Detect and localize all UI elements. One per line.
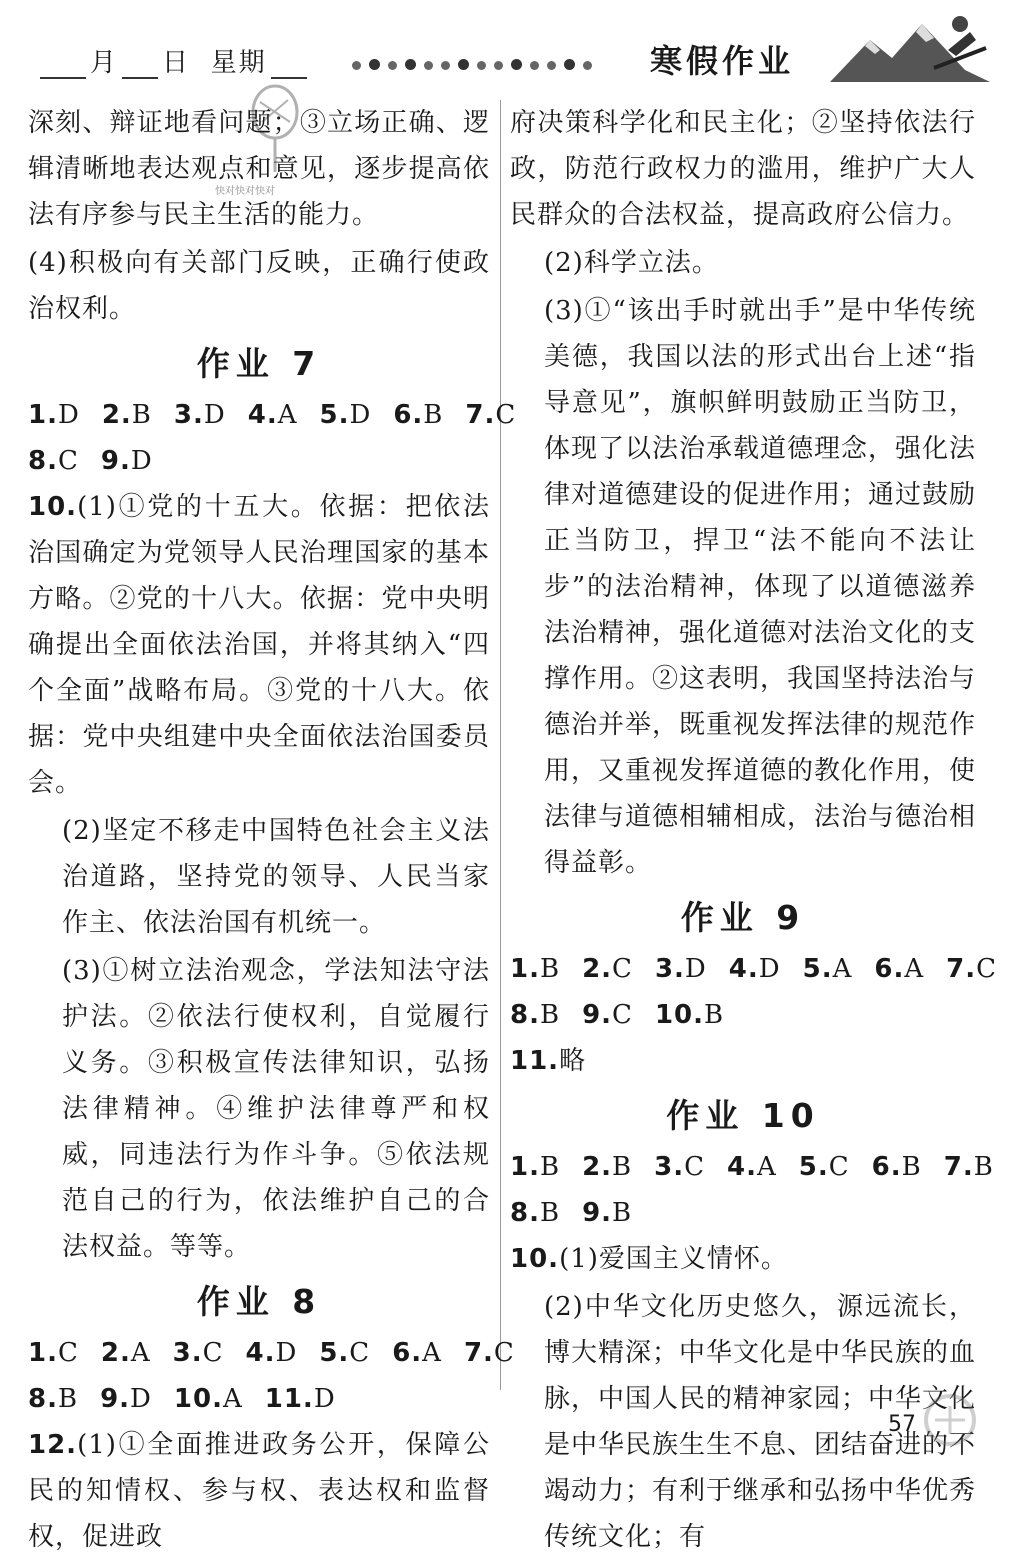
question-text: (1)①全面推进政务公开，保障公民的知情权、参与权、表达权和监督权，促进政 xyxy=(28,1430,490,1552)
watermark-logo-icon xyxy=(905,1390,995,1456)
section-title-hw8: 作业 8 xyxy=(196,1282,322,1321)
answer-item xyxy=(28,400,80,430)
answer-item xyxy=(465,400,516,430)
answer-paragraph: (2)科学立法。 xyxy=(544,248,719,278)
answer-line xyxy=(510,1038,976,1084)
answer-line xyxy=(510,946,997,992)
answer-number: 6. xyxy=(392,1338,423,1368)
answer-item xyxy=(803,954,853,984)
answer-item xyxy=(582,954,633,984)
answer-letter: B xyxy=(612,1152,633,1182)
question-paragraph xyxy=(28,1422,490,1560)
answer-letter: C xyxy=(202,1338,224,1368)
answer-item xyxy=(510,1000,560,1030)
answer-number: 4. xyxy=(727,1152,757,1182)
date-line xyxy=(36,42,311,79)
answer-number: 4. xyxy=(245,1338,276,1368)
answer-letter: C xyxy=(349,1338,371,1368)
answer-item xyxy=(319,1338,370,1368)
answer-item xyxy=(799,1152,850,1182)
intro-paragraph: 深刻、辩证地看问题；③立场正确、逻辑清晰地表达观点和意见，逐步提高依法有序参与民主生活的能力。 xyxy=(28,108,490,230)
answer-number: 9. xyxy=(100,1384,131,1414)
section-title-hw9: 作业 9 xyxy=(680,898,806,937)
left-column xyxy=(28,100,517,1560)
question-number: 10. xyxy=(510,1244,560,1274)
answer-letter: C xyxy=(976,954,997,984)
answer-item xyxy=(28,1384,78,1414)
answer-letter: C xyxy=(828,1152,850,1182)
question-number: 10. xyxy=(28,492,78,522)
answer-item xyxy=(944,1152,994,1182)
question-paragraph xyxy=(28,484,490,806)
answer-item xyxy=(28,446,79,476)
weekday-label: 星期 xyxy=(210,48,267,78)
answer-item xyxy=(655,954,707,984)
answer-item xyxy=(174,1384,243,1414)
answer-letter: D xyxy=(130,1384,152,1414)
answer-line xyxy=(28,1376,490,1422)
blank-line xyxy=(40,51,86,79)
answer-number: 8. xyxy=(28,446,58,476)
answer-letter: A xyxy=(277,400,298,430)
answer-letter: C xyxy=(495,400,517,430)
answer-letter: C xyxy=(493,1338,515,1368)
answer-item xyxy=(510,1198,560,1228)
page-header xyxy=(0,0,1000,100)
answer-number: 2. xyxy=(582,954,613,984)
answer-item xyxy=(510,954,560,984)
column-divider xyxy=(500,100,501,1390)
answer-letter: A xyxy=(422,1338,442,1368)
answer-number: 8. xyxy=(510,1000,540,1030)
day-label: 日 xyxy=(162,48,191,78)
answer-number: 6. xyxy=(874,954,905,984)
header-title: 寒假作业 xyxy=(650,42,795,80)
answer-item xyxy=(173,1338,224,1368)
answer-item xyxy=(510,1152,560,1182)
answer-number: 9. xyxy=(582,1000,613,1030)
question-paragraph: (2)坚定不移走中国特色社会主义法治道路，坚持党的领导、人民当家作主、依法治国有机统一。 xyxy=(62,816,490,938)
answer-item xyxy=(101,1338,151,1368)
answer-item xyxy=(946,954,997,984)
answer-number: 8. xyxy=(510,1198,540,1228)
question-text: (1)爱国主义情怀。 xyxy=(559,1244,788,1274)
question-paragraph: (3)①树立法治观念，学法知法守法护法。②依法行使权利，自觉履行义务。③积极宣传法律知识，弘扬法律精神。④维护法律尊严和权威，同违法行为作斗争。⑤依法规范自己的行为，依法维护自己的合法权益。等等。 xyxy=(62,956,490,1262)
answer-item xyxy=(729,954,781,984)
answer-item xyxy=(727,1152,777,1182)
answer-item xyxy=(248,400,298,430)
answer-number: 6. xyxy=(871,1152,902,1182)
answer-item xyxy=(102,400,152,430)
section-title-hw7: 作业 7 xyxy=(196,344,322,383)
answer-letter: D xyxy=(275,1338,298,1368)
answer-letter: B xyxy=(539,1152,561,1182)
answer-number: 1. xyxy=(28,400,58,430)
answer-number: 1. xyxy=(510,1152,540,1182)
intro-paragraph: (4)积极向有关部门反映，正确行使政治权利。 xyxy=(28,248,490,324)
question-paragraph xyxy=(510,1236,976,1282)
answer-item xyxy=(28,1338,79,1368)
answer-number: 7. xyxy=(465,400,496,430)
answer-item xyxy=(393,400,443,430)
answer-paragraph: (3)①“该出手时就出手”是中华传统美德，我国以法的形式出台上述“指导意见”，旗帜鲜明鼓励正当防卫，体现了以法治承载道德理念，强化法律对道德建设的促进作用；通过鼓励正当防卫，捍卫“法不能向不法让步”的法治精神，体现了以道德滋养法治精神，强化道德对法治文化的支撑作用。②这表明，我国坚持法治与德治并举，既重视发挥法律的规范作用，又重视发挥道德的教化作用，使法律与道德相辅相成，法治与德治相得益彰。 xyxy=(544,296,977,878)
answer-letter: B xyxy=(612,1198,633,1228)
answer-letter: A xyxy=(832,954,853,984)
answer-item xyxy=(319,400,371,430)
answer-number: 4. xyxy=(728,954,759,984)
answer-item xyxy=(265,1384,336,1414)
answer-item xyxy=(654,1152,705,1182)
answer-number: 3. xyxy=(172,1338,203,1368)
answer-letter: C xyxy=(684,1152,706,1182)
answer-item xyxy=(874,954,924,984)
answer-letter: B xyxy=(973,1152,994,1182)
answer-item xyxy=(582,1198,632,1228)
answer-number: 3. xyxy=(173,400,204,430)
stamp-text: 快对快对快对 xyxy=(215,186,275,197)
answer-letter: B xyxy=(539,954,561,984)
answer-item xyxy=(101,446,153,476)
answer-number: 3. xyxy=(654,954,685,984)
answer-item xyxy=(464,1338,515,1368)
answer-number: 8. xyxy=(28,1384,58,1414)
answer-number: 10. xyxy=(173,1384,223,1414)
month-label: 月 xyxy=(90,48,119,78)
question-text: (1)①党的十五大。依据：把依法治国确定为党领导人民治理国家的基本方略。②党的十八大。依据：党中央明确提出全面依法治国，并将其纳入“四个全面”战略布局。③党的十八大。依据：党中央组建中央全面依法治国委员会。 xyxy=(28,492,490,798)
answer-item xyxy=(246,1338,298,1368)
answer-letter: D xyxy=(684,954,707,984)
answer-number: 7. xyxy=(463,1338,494,1368)
answer-letter: B xyxy=(131,400,152,430)
answer-letter: C xyxy=(57,446,79,476)
answer-letter: A xyxy=(130,1338,151,1368)
question-number: 11. xyxy=(510,1046,560,1076)
answer-number: 7. xyxy=(943,1152,974,1182)
blank-line xyxy=(271,51,307,79)
answer-number: 3. xyxy=(654,1152,685,1182)
answer-letter: B xyxy=(539,1000,561,1030)
answer-letter: D xyxy=(57,400,80,430)
answer-number: 2. xyxy=(101,400,132,430)
answer-number: 6. xyxy=(393,400,424,430)
answer-number: 5. xyxy=(319,1338,350,1368)
answer-number: 11. xyxy=(264,1384,314,1414)
mountain-skier-icon xyxy=(830,10,990,90)
answer-item xyxy=(392,1338,442,1368)
right-column xyxy=(510,100,997,1560)
answer-item xyxy=(174,400,226,430)
answer-item xyxy=(872,1152,922,1182)
blank-line xyxy=(122,51,158,79)
answer-line xyxy=(28,392,517,438)
answer-letter: A xyxy=(222,1384,243,1414)
answer-number: 9. xyxy=(100,446,131,476)
answer-line xyxy=(28,438,490,484)
answer-number: 4. xyxy=(247,400,278,430)
answer-letter: B xyxy=(423,400,444,430)
answer-letter: D xyxy=(349,400,372,430)
answer-item xyxy=(655,1000,724,1030)
answer-item xyxy=(582,1152,632,1182)
answer-letter: B xyxy=(704,1000,725,1030)
answer-number: 5. xyxy=(798,1152,829,1182)
answer-letter: C xyxy=(612,954,633,984)
answer-letter: D xyxy=(758,954,781,984)
answer-number: 9. xyxy=(582,1198,613,1228)
answer-line xyxy=(510,1144,994,1190)
answer-letter: B xyxy=(901,1152,922,1182)
dot-decoration xyxy=(352,55,600,74)
answer-letter: C xyxy=(612,1000,633,1030)
answer-number: 5. xyxy=(319,400,350,430)
answer-letter: B xyxy=(57,1384,79,1414)
answer-number: 2. xyxy=(100,1338,131,1368)
answer-item xyxy=(100,1384,152,1414)
answer-number: 2. xyxy=(582,1152,613,1182)
answer-number: 5. xyxy=(802,954,833,984)
answer-item xyxy=(582,1000,633,1030)
answer-letter: D xyxy=(130,446,153,476)
question-paragraph: (2)中华文化历史悠久，源远流长，博大精深；中华文化是中华民族的血脉，中国人民的精神家园；中华文化是中华民族生生不息、团结奋进的不竭动力；有利于继承和弘扬中华优秀传统文化；有 xyxy=(544,1292,977,1552)
continued-paragraph: 府决策科学化和民主化；②坚持依法行政，防范行政权力的滥用，维护广大人民群众的合法权益，提高政府公信力。 xyxy=(510,108,976,230)
answer-line xyxy=(28,1330,515,1376)
question-text: 略 xyxy=(559,1046,587,1076)
answer-letter: D xyxy=(313,1384,336,1414)
answer-number: 10. xyxy=(654,1000,705,1030)
answer-number: 1. xyxy=(28,1338,58,1368)
question-number: 12. xyxy=(28,1430,78,1460)
answer-letter: B xyxy=(539,1198,561,1228)
answer-letter: A xyxy=(904,954,925,984)
answer-number: 1. xyxy=(510,954,540,984)
answer-letter: D xyxy=(203,400,226,430)
answer-number: 7. xyxy=(946,954,977,984)
page-number: 57 xyxy=(888,1412,916,1437)
answer-line xyxy=(510,1190,976,1236)
answer-letter: C xyxy=(57,1338,79,1368)
answer-line xyxy=(510,992,976,1038)
answer-letter: A xyxy=(757,1152,777,1182)
section-title-hw10: 作业 10 xyxy=(666,1096,820,1135)
